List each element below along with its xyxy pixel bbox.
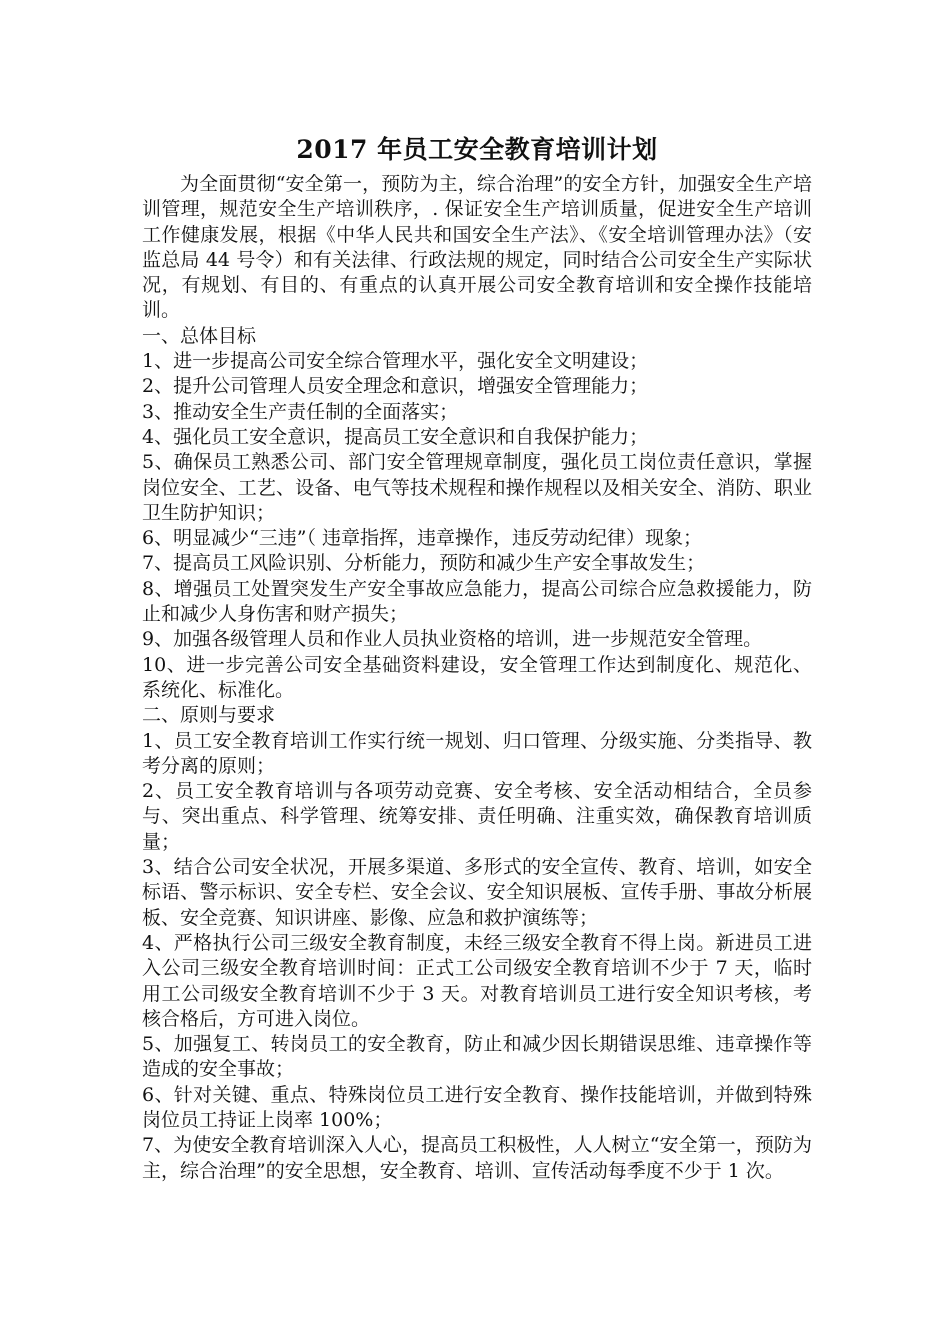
goal-item-5: 5、确保员工熟悉公司、部门安全管理规章制度，强化员工岗位责任意识，掌握岗位安全、工艺、设备、电气等技术规程和操作规程以及相关安全、消防、职业卫生防护知识； xyxy=(142,451,812,524)
goal-item-1: 1、进一步提高公司安全综合管理水平，强化安全文明建设； xyxy=(142,350,649,373)
goal-item-7: 7、提高员工风险识别、分析能力，预防和减少生产安全事故发生； xyxy=(142,552,706,575)
document-title: 2017 年员工安全教育培训计划 xyxy=(296,135,658,164)
goal-item-6: 6、明显减少“三违”（ 违章指挥，违章操作，违反劳动纪律）现象； xyxy=(142,527,703,550)
principle-item-4: 4、严格执行公司三级安全教育制度，未经三级安全教育不得上岗。新进员工进入公司三级安全教育培训时间：正式工公司级安全教育培训不少于 7 天，临时用工公司级安全教育培训不少于 3 天。对教育培训员工进行安全知识考核，考核合格后，方可进入岗位。 xyxy=(142,931,812,1030)
principle-item-5: 5、加强复工、转岗员工的安全教育，防止和减少因长期错误思维、违章操作等造成的安全事故； xyxy=(142,1033,812,1081)
goal-item-3: 3、推动安全生产责任制的全面落实； xyxy=(142,400,459,423)
goal-item-10: 10、进一步完善公司安全基础资料建设，安全管理工作达到制度化、规范化、系统化、标准化。 xyxy=(142,653,812,701)
principle-item-2: 2、员工安全教育培训与各项劳动竞赛、安全考核、安全活动相结合，全员参与、突出重点、科学管理、统筹安排、责任明确、注重实效，确保教育培训质量； xyxy=(142,780,812,853)
goal-item-9: 9、加强各级管理人员和作业人员执业资格的培训，进一步规范安全管理。 xyxy=(142,628,763,651)
section-heading-goals: 一、总体目标 xyxy=(142,324,257,347)
principle-item-6: 6、针对关键、重点、特殊岗位员工进行安全教育、操作技能培训，并做到特殊岗位员工持证上岗率 100%； xyxy=(142,1083,812,1131)
intro-paragraph: 为全面贯彻“安全第一，预防为主，综合治理”的安全方针，加强安全生产培训管理，规范安全生产培训秩序，. 保证安全生产培训质量，促进安全生产培训工作健康发展，根据《中华人民共和国安全生产法》、《安全培训管理办法》（安监总局 44 号令）和有关法律、行政法规的规定，同时结合公司安全生产实际状况，有规划、有目的、有重点的认真开展公司安全教育培训和安全操作技能培训。 xyxy=(142,173,812,322)
document-page xyxy=(142,128,812,1184)
principle-item-1: 1、员工安全教育培训工作实行统一规划、归口管理、分级实施、分类指导、教考分离的原则； xyxy=(142,729,812,777)
goal-item-2: 2、提升公司管理人员安全理念和意识，增强安全管理能力； xyxy=(142,375,649,398)
goal-item-4: 4、强化员工安全意识，提高员工安全意识和自我保护能力； xyxy=(142,425,649,448)
goal-item-8: 8、增强员工处置突发生产安全事故应急能力，提高公司综合应急救援能力，防止和减少人身伤害和财产损失； xyxy=(142,577,812,626)
principle-item-3: 3、结合公司安全状况，开展多渠道、多形式的安全宣传、教育、培训，如安全标语、警示标识、安全专栏、安全会议、安全知识展板、宣传手册、事故分析展板、安全竞赛、知识讲座、影像、应急和救护演练等； xyxy=(142,856,812,929)
principle-item-7: 7、为使安全教育培训深入人心，提高员工积极性，人人树立“安全第一，预防为主，综合治理”的安全思想，安全教育、培训、宣传活动每季度不少于 1 次。 xyxy=(142,1134,812,1182)
section-heading-principles: 二、原则与要求 xyxy=(142,704,276,727)
